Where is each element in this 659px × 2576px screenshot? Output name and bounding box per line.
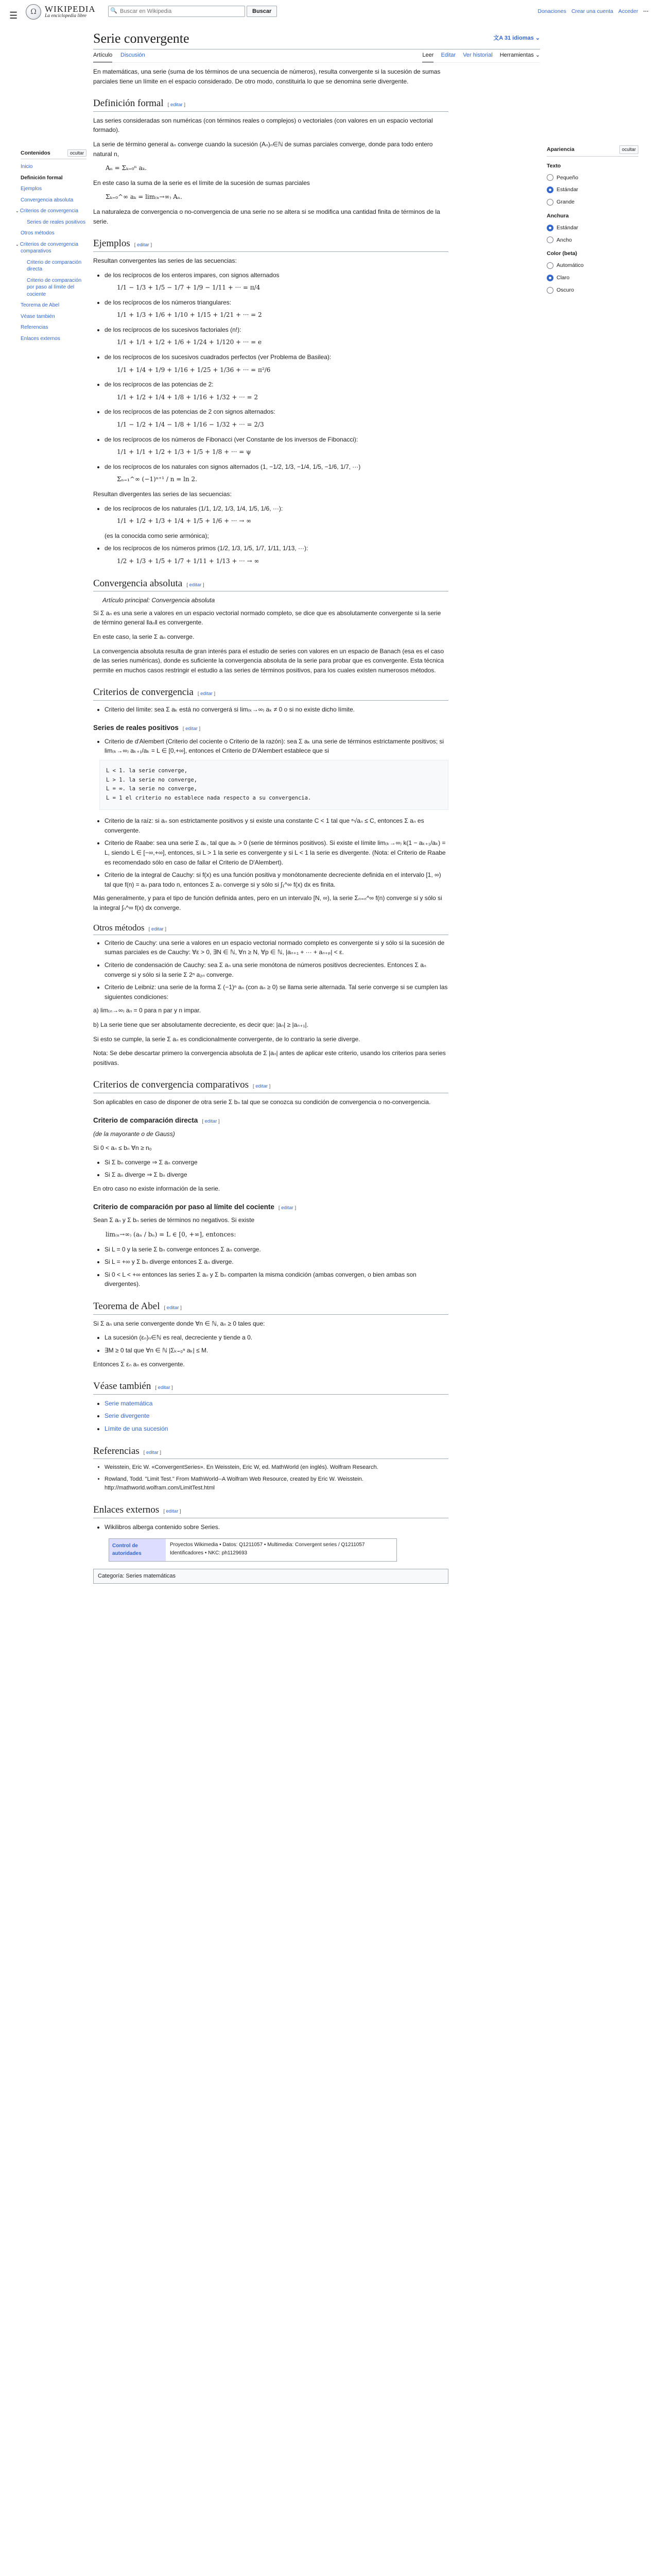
edit-section-button[interactable]: [ editar ]: [155, 1385, 173, 1391]
paragraph: Más generalmente, y para el tipo de función definida antes, pero en un intervalo [N, ∞), la serie Σₙ₌ₙ^∞ f(n) converge si y sólo si la integral ∫ₙ^∞ f(x) dx converge.: [93, 894, 442, 911]
toc-item-comparativos[interactable]: [15, 241, 86, 255]
section-definicion: [93, 97, 448, 112]
paragraph: La convergencia absoluta resulta de gran interés para el estudio de series con valores en un espacio de Banach (esa es el caso de las series numéricas), donde es suficiente la convergencia absoluta de la serie para probar que es convergente. Esta técnica permite en muchos casos restringir el estudio a las series de términos positivos, para los cuales existen numerosos métodos.: [93, 647, 444, 674]
formula: 1/1 − 1/3 + 1/5 − 1/7 + 1/9 − 1/11 + ··· = π/4: [117, 284, 261, 292]
formula: lim₍ₙ→∞₎ (aₙ / bₙ) = L ∈ [0, +∞], entonces:: [106, 1231, 236, 1239]
paragraph: Sean Σ aₙ y Σ bₙ series de términos no negativos. Si existe: [93, 1216, 255, 1224]
authority-row[interactable]: Identificadores • NKC: ph1129693: [170, 1550, 248, 1556]
section-criterios: [93, 686, 448, 701]
authority-row[interactable]: Proyectos Wikimedia • Datos: Q1211057 • Multimedia: Convergent series / Q1211057: [170, 1541, 365, 1548]
page-title: Serie convergente: [93, 31, 189, 46]
list-item: • de los recíprocos de los sucesivos factoriales (n!): 1/1 + 1/1 + 1/2 + 1/6 + 1/24 + 1/120 + ··· = e: [105, 325, 448, 347]
width-title: Anchura: [547, 212, 569, 219]
list-item: • Criterio del límite: sea Σ aₖ está no convergerá si lim₍ₖ→∞₎ aₖ ≠ 0 o si no existe dicho límite.: [105, 705, 448, 715]
search-button[interactable]: Buscar: [247, 6, 277, 17]
menu-icon[interactable]: ☰: [9, 10, 18, 21]
external-link-item[interactable]: • Wikilibros alberga contenido sobre Series.: [105, 1522, 448, 1532]
toc-item-otros-metodos[interactable]: Otros métodos: [21, 230, 55, 236]
subsection-series-positivos: [93, 723, 448, 734]
hatnote: Artículo principal: Convergencia absoluta: [102, 597, 215, 604]
edit-section-button[interactable]: [ editar ]: [148, 926, 166, 932]
tab-article[interactable]: Artículo: [93, 51, 112, 63]
formula: 1/1 − 1/2 + 1/4 − 1/8 + 1/16 − 1/32 + ··· = 2/3: [117, 421, 264, 429]
login-link[interactable]: Acceder: [618, 8, 638, 14]
color-auto[interactable]: [547, 261, 638, 270]
edit-section-button[interactable]: [ editar ]: [134, 242, 152, 248]
list-item: • Criterio de d'Alembert (Criterio del cociente o Criterio de la razón): sea Σ aₖ una serie de términos estrictamente positivos; si lim₍ₖ→∞₎ aₖ₊₁/aₖ = L ∈ [0,+∞], entonces el Criterio de D'Alembert establece que si: [105, 737, 448, 756]
edit-section-button[interactable]: [ editar ]: [197, 691, 216, 697]
see-also-link[interactable]: Serie matemática: [105, 1399, 153, 1407]
section-title: Otros métodos: [93, 922, 145, 933]
section-title: Criterios de convergencia comparativos: [93, 1079, 249, 1091]
section-title: Enlaces externos: [93, 1504, 160, 1516]
title-area: [93, 31, 540, 46]
section-title: Véase también: [93, 1381, 151, 1392]
list-item: • de los recíprocos de los números de Fibonacci (ver Constante de los inversos de Fibonacci): 1/1 + 1/1 + 1/2 + 1/3 + 1/5 + 1/8 + ··· = ψ: [105, 435, 448, 457]
list-item: • Si Σ aₙ diverge ⇒ Σ bₙ diverge: [105, 1170, 448, 1180]
section-title: Teorema de Abel: [93, 1301, 160, 1312]
option-label: Automático: [557, 262, 584, 269]
formula: 1/1 + 1/2 + 1/4 + 1/8 + 1/16 + 1/32 + ··· = 2: [117, 393, 258, 401]
list-item: • de los recíprocos de las potencias de 2: 1/1 + 1/2 + 1/4 + 1/8 + 1/16 + 1/32 + ··· = 2: [105, 380, 448, 402]
edit-section-button[interactable]: [ editar ]: [164, 1305, 182, 1311]
list-item: • Criterio de la raíz: si aₙ son estrictamente positivos y si existe una constante C < 1 tal que ⁿ√aₙ ≤ C, entonces Σ aₙ es convergente.: [105, 816, 448, 835]
formula: 1/1 + 1/1 + 1/2 + 1/3 + 1/5 + 1/8 + ··· = ψ: [117, 448, 251, 456]
radio[interactable]: [547, 287, 553, 294]
subsection-otros-metodos: [93, 921, 448, 935]
code-block: L < 1. la serie converge, L > 1. la serie no converge, L = ∞. la serie no converge, L = 1 el criterio no establece nada respecto a su convergencia.: [99, 760, 448, 810]
list-item: • ∃M ≥ 0 tal que ∀n ∈ ℕ |Σₖ₌₀ⁿ aₖ| ≤ M.: [105, 1346, 448, 1355]
see-also-link[interactable]: Serie divergente: [105, 1412, 150, 1420]
edit-section-button[interactable]: [ editar ]: [182, 725, 201, 732]
paragraph: Si Σ aₙ es una serie a valores en un espacio vectorial normado completo, se dice que es absolutamente convergente si la serie de término general ‖aₙ‖ es convergente.: [93, 609, 441, 626]
section-abel: [93, 1300, 448, 1315]
divergent-list: [105, 504, 448, 566]
paragraph: Si 0 < aₙ ≤ bₙ ∀n ≥ n₀: [93, 1144, 152, 1152]
list-item: • de los recíprocos de los naturales con signos alternados (1, −1/2, 1/3, −1/4, 1/5, −1/6, 1/7, ···) Σₙ₌₁^∞ (−1)ⁿ⁺¹ / n = ln 2.: [105, 462, 448, 484]
reference-item: • Weisstein, Eric W. «ConvergentSeries». En Weisstein, Eric W, ed. MathWorld (en inglés). Wolfram Research.: [105, 1463, 448, 1472]
paragraph: a) lim₍ₙ→∞₎ aₙ = 0 para n par y n impar.: [93, 1007, 201, 1014]
edit-section-button[interactable]: [ editar ]: [278, 1205, 297, 1211]
paragraph: (de la mayorante o de Gauss): [93, 1130, 175, 1138]
paragraph: Nota: Se debe descartar primero la convergencia absoluta de Σ |aₙ| antes de aplicar este criterio, usando los criterios para series positivas.: [93, 1049, 446, 1066]
section-title: Criterios de convergencia: [93, 687, 194, 698]
search-input[interactable]: [119, 8, 237, 15]
examples-list: [105, 270, 448, 485]
formula: Aₙ = Σₖ₌₀ⁿ aₖ.: [106, 164, 147, 172]
reference-item: • Rowland, Todd. "Limit Test." From MathWorld--A Wolfram Web Resource, created by Eric W. Weisstein. http://mathworld.wolfram.com/LimitTest.html: [105, 1475, 448, 1493]
header: [0, 0, 659, 26]
chevron-down-icon[interactable]: ⌄: [15, 242, 19, 247]
chevron-down-icon[interactable]: ⌄: [15, 209, 19, 214]
more-icon[interactable]: ···: [643, 8, 649, 14]
toc-item-definicion[interactable]: Definición formal: [21, 175, 63, 181]
edit-section-button[interactable]: [ editar ]: [186, 582, 204, 588]
radio[interactable]: [547, 225, 553, 231]
toc-item-comparacion-directa[interactable]: Criterio de comparación directa: [27, 259, 82, 273]
list-item: • de los recíprocos de los números triangulares: 1/1 + 1/3 + 1/6 + 1/10 + 1/15 + 1/21 + ··· = 2: [105, 298, 448, 320]
section-title: Convergencia absoluta: [93, 578, 183, 589]
section-comparativos: [93, 1079, 448, 1093]
tab-history[interactable]: Ver historial: [463, 52, 493, 58]
toc-item-inicio[interactable]: Inicio: [21, 164, 33, 170]
section-title: Criterio de comparación directa: [93, 1116, 198, 1124]
list-item: • Criterio de Raabe: sea una serie Σ aₖ, tal que aₖ > 0 (serie de términos positivos). Si existe el límite lim₍ₖ→∞₎ k(1 − aₖ₊₁/aₖ) = L, siendo L ∈ [−∞,+∞], entonces, si L > 1 la serie es convergente y si L < 1 la serie es divergente. (Nota: el Criterio de Raabe es recomendado sólo en caso de fallar el Criterio de D'Alembert).: [105, 838, 448, 867]
color-title: Color (beta): [547, 250, 577, 257]
radio[interactable]: [547, 275, 553, 281]
radio[interactable]: [547, 187, 553, 193]
languages-label: 31 idiomas: [504, 35, 534, 41]
text-size-title: Texto: [547, 162, 561, 169]
formula: Σₖ₌₀^∞ aₖ = lim₍ₙ→∞₎ Aₙ.: [106, 193, 182, 201]
width-wide[interactable]: [547, 236, 638, 245]
chevron-down-icon: ⌄: [535, 35, 540, 41]
section-enlaces: [93, 1504, 448, 1518]
section-title: Criterio de comparación por paso al límite del cociente: [93, 1202, 274, 1211]
radio[interactable]: [547, 262, 553, 269]
formula: Σₙ₌₁^∞ (−1)ⁿ⁺¹ / n = ln 2.: [117, 476, 197, 483]
globe-icon: Ω: [26, 4, 41, 20]
list-item: • de los recíprocos de los números primos (1/2, 1/3, 1/5, 1/7, 1/11, 1/13, ···): 1/2 + 1/3 + 1/5 + 1/7 + 1/11 + 1/13 + ··· → ∞: [105, 544, 448, 566]
paragraph: Entonces Σ εₙ aₙ es convergente.: [93, 1360, 185, 1368]
paragraph: La naturaleza de convergencia o no-convergencia de una serie no se altera si se modifica una cantidad finita de términos de la serie.: [93, 208, 440, 225]
edit-section-button[interactable]: [ editar ]: [143, 1449, 161, 1455]
paragraph: Si esto se cumple, la serie Σ aₙ es condicionalmente convergente, de lo contrario la serie diverge.: [93, 1035, 360, 1043]
appearance-title: Apariencia: [547, 146, 575, 152]
appearance-panel: [547, 145, 638, 298]
wikipedia-logo[interactable]: [26, 4, 96, 20]
toc-item-ejemplos[interactable]: Ejemplos: [21, 186, 42, 192]
list-item: • de los recíprocos de las potencias de 2 con signos alternados: 1/1 − 1/2 + 1/4 − 1/8 + 1/16 − 1/32 + ··· = 2/3: [105, 407, 448, 429]
table-of-contents: [15, 149, 86, 346]
radio[interactable]: [547, 199, 553, 206]
formula: 1/1 + 1/2 + 1/3 + 1/4 + 1/5 + 1/6 + ··· → ∞: [117, 517, 252, 525]
see-also-link[interactable]: Límite de una sucesión: [105, 1425, 168, 1432]
section-title: Ejemplos: [93, 238, 130, 249]
intro-paragraph: En matemáticas, una serie (suma de los términos de una secuencia de números), resulta convergente si la sucesión de sumas parciales tiene un límite en el espacio considerado. De otro modo, constituirla lo que se denomina serie divergente.: [93, 68, 441, 85]
list-item: • de los recíprocos de los enteros impares, con signos alternados 1/1 − 1/3 + 1/5 − 1/7 + 1/9 − 1/11 + ··· = π/4: [105, 270, 448, 293]
width-standard[interactable]: [547, 224, 638, 232]
toc-item-series-reales[interactable]: Series de reales positivos: [27, 219, 85, 225]
authority-control: [109, 1538, 397, 1562]
section-convergencia-absoluta: [93, 578, 448, 592]
list-item: • de los recíprocos de los naturales (1/1, 1/2, 1/3, 1/4, 1/5, 1/6, ···): 1/1 + 1/2 + 1/3 + 1/4 + 1/5 + 1/6 + ··· → ∞ (es la conocida como serie armónica);: [105, 504, 448, 541]
toc-item-vease[interactable]: Véase también: [21, 313, 55, 319]
formula: 1/1 + 1/1 + 1/2 + 1/6 + 1/24 + 1/120 + ··· = e: [117, 338, 262, 346]
list-item: • Criterio de la integral de Cauchy: si f(x) es una función positiva y monótonamente decreciente definida en el intervalo [1, ∞) tal que f(n) = aₙ para todo n, entonces Σ aₙ converge si y sólo si ∫₁^∞ f(x) dx es finita.: [105, 870, 448, 889]
paragraph: Resultan convergentes las series de las secuencias:: [93, 257, 237, 264]
option-label: Oscuro: [557, 286, 574, 293]
search-icon: 🔍: [110, 8, 117, 14]
tools-button[interactable]: [500, 51, 540, 63]
tabs-divider: [93, 62, 540, 63]
section-ejemplos: [93, 238, 448, 252]
list-item: • de los recíprocos de los sucesivos cuadrados perfectos (ver Problema de Basilea): 1/1 + 1/4 + 1/9 + 1/16 + 1/25 + 1/36 + ··· = π²/6: [105, 352, 448, 375]
option-label: Claro: [557, 274, 570, 281]
text-size-large[interactable]: [547, 198, 638, 207]
section-title: Series de reales positivos: [93, 723, 179, 732]
option-label: Grande: [557, 199, 575, 206]
tab-talk[interactable]: Discusión: [120, 52, 145, 58]
tab-read[interactable]: Leer: [422, 51, 433, 63]
color-light[interactable]: [547, 274, 638, 282]
logo-tagline: La enciclopedia libre: [45, 13, 86, 19]
formula: 1/1 + 1/3 + 1/6 + 1/10 + 1/15 + 1/21 + ··· = 2: [117, 311, 262, 319]
formula: 1/1 + 1/4 + 1/9 + 1/16 + 1/25 + 1/36 + ··· = π²/6: [117, 366, 271, 374]
authority-control-title[interactable]: Control de autoridades: [109, 1539, 166, 1561]
subsection-comparacion-limite: [93, 1202, 448, 1213]
tab-edit[interactable]: Editar: [441, 52, 456, 58]
list-item: • Si 0 < L < +∞ entonces las series Σ aₙ y Σ bₙ comparten la misma condición (ambas convergen, o bien ambas son divergentes).: [105, 1270, 448, 1289]
edit-section-button[interactable]: [ editar ]: [202, 1118, 220, 1124]
section-vease: [93, 1380, 448, 1395]
list-item: • Criterio de condensación de Cauchy: sea Σ aₙ una serie monótona de números positivos decrecientes. Entonces Σ aₙ converge si y sólo si la serie Σ 2ⁿ a₂ₙ converge.: [105, 960, 448, 979]
chevron-down-icon: ⌄: [535, 52, 540, 58]
toc-item-enlaces[interactable]: Enlaces externos: [21, 335, 60, 342]
section-title: Referencias: [93, 1445, 140, 1456]
toc-item-label: Criterios de convergencia comparativos: [20, 241, 79, 255]
section-title: Definición formal: [93, 98, 164, 109]
paragraph: La serie de término general aₙ converge cuando la sucesión (Aₙ)ₙ∈ℕ de sumas parciales converge, donde para todo entero natural n,: [93, 141, 433, 158]
article-content: [93, 67, 448, 1584]
option-label: Estándar: [557, 187, 579, 193]
toc-item-referencias[interactable]: Referencias: [21, 325, 48, 331]
list-item: • Si L = 0 y la serie Σ bₙ converge entonces Σ aₙ converge.: [105, 1245, 448, 1255]
edit-section-button[interactable]: [ editar ]: [252, 1083, 271, 1090]
toc-hide-button[interactable]: ocultar: [67, 149, 86, 157]
edit-section-button[interactable]: [ editar ]: [163, 1509, 181, 1515]
paragraph: Las series consideradas son numéricas (con términos reales o complejos) o vectoriales (con valores en un espacio vectorial formado).: [93, 116, 433, 134]
option-label: Ancho: [557, 236, 572, 243]
create-account-link[interactable]: Crear una cuenta: [571, 8, 613, 14]
formula: 1/2 + 1/3 + 1/5 + 1/7 + 1/11 + 1/13 + ··· → ∞: [117, 557, 259, 565]
paragraph: Si Σ aₙ una serie convergente donde ∀n ∈ ℕ, aₙ ≥ 0 tales que:: [93, 1319, 265, 1327]
radio[interactable]: [547, 236, 553, 243]
radio[interactable]: [547, 174, 553, 181]
paragraph: b) La serie tiene que ser absolutamente decreciente, es decir que: |aₙ| ≥ |aₙ₊₁|.: [93, 1021, 308, 1029]
option-label: Pequeño: [557, 174, 579, 181]
paragraph: En este caso la suma de la serie es el límite de la sucesión de sumas parciales: [93, 179, 310, 187]
list-item: • Criterio de Leibniz: una serie de la forma Σ (−1)ⁿ aₙ (con aₙ ≥ 0) se llama serie alternada. Tal serie converge si se cumplen las siguientes condiciones:: [105, 982, 448, 1002]
list-item: • Si L = +∞ y Σ bₙ diverge entonces Σ aₙ diverge.: [105, 1257, 448, 1267]
color-dark[interactable]: [547, 286, 638, 295]
toc-item-label: Criterios de convergencia: [20, 208, 79, 214]
languages-button[interactable]: [493, 34, 540, 43]
category-box[interactable]: Categoría: Series matemáticas: [93, 1569, 448, 1584]
list-item: • Criterio de Cauchy: una serie a valores en un espacio vectorial normado completo es convergente si y sólo si la sucesión de sumas parciales es de Cauchy: ∀ε > 0, ∃N ∈ ℕ, ∀n ≥ N, ∀p ∈ ℕ, |aₙ₊₁ + ··· + aₙ₊ₚ| < ε.: [105, 938, 448, 957]
translate-icon: 文A: [493, 35, 505, 41]
toc-item-criterios[interactable]: [15, 208, 86, 215]
paragraph: Son aplicables en caso de disponer de otra serie Σ bₙ tal que se conozca su condición de convergencia o no-convergencia.: [93, 1098, 431, 1106]
option-label: Estándar: [557, 224, 579, 231]
logo-word: WIKIPEDIA: [45, 4, 96, 14]
toc-item-abel[interactable]: Teorema de Abel: [21, 302, 60, 309]
list-item: • Si Σ bₙ converge ⇒ Σ aₙ converge: [105, 1158, 448, 1167]
text-size-small[interactable]: [547, 174, 638, 182]
donate-link[interactable]: Donaciones: [537, 8, 566, 14]
user-links: [537, 7, 649, 16]
section-referencias: [93, 1445, 448, 1460]
list-item: • La sucesión (εₙ)ₙ∈ℕ es real, decreciente y tiende a 0.: [105, 1333, 448, 1343]
edit-section-button[interactable]: [ editar ]: [167, 102, 185, 108]
tools-label: Herramientas: [499, 52, 534, 58]
appearance-hide-button[interactable]: ocultar: [619, 145, 638, 154]
paragraph: En otro caso no existe información de la serie.: [93, 1184, 220, 1192]
page-tabs: [93, 51, 540, 62]
text-size-standard[interactable]: [547, 185, 638, 194]
toc-title: Contenidos: [21, 150, 50, 156]
subsection-comparacion-directa: [93, 1115, 448, 1126]
search-box: [108, 6, 245, 17]
paragraph: En este caso, la serie Σ aₙ converge.: [93, 633, 195, 641]
toc-item-comparacion-limite[interactable]: Criterio de comparación por paso al límite del cociente: [27, 277, 82, 297]
toc-item-convergencia-absoluta[interactable]: Convergencia absoluta: [21, 197, 74, 203]
paragraph: Resultan divergentes las series de las secuencias:: [93, 490, 232, 498]
